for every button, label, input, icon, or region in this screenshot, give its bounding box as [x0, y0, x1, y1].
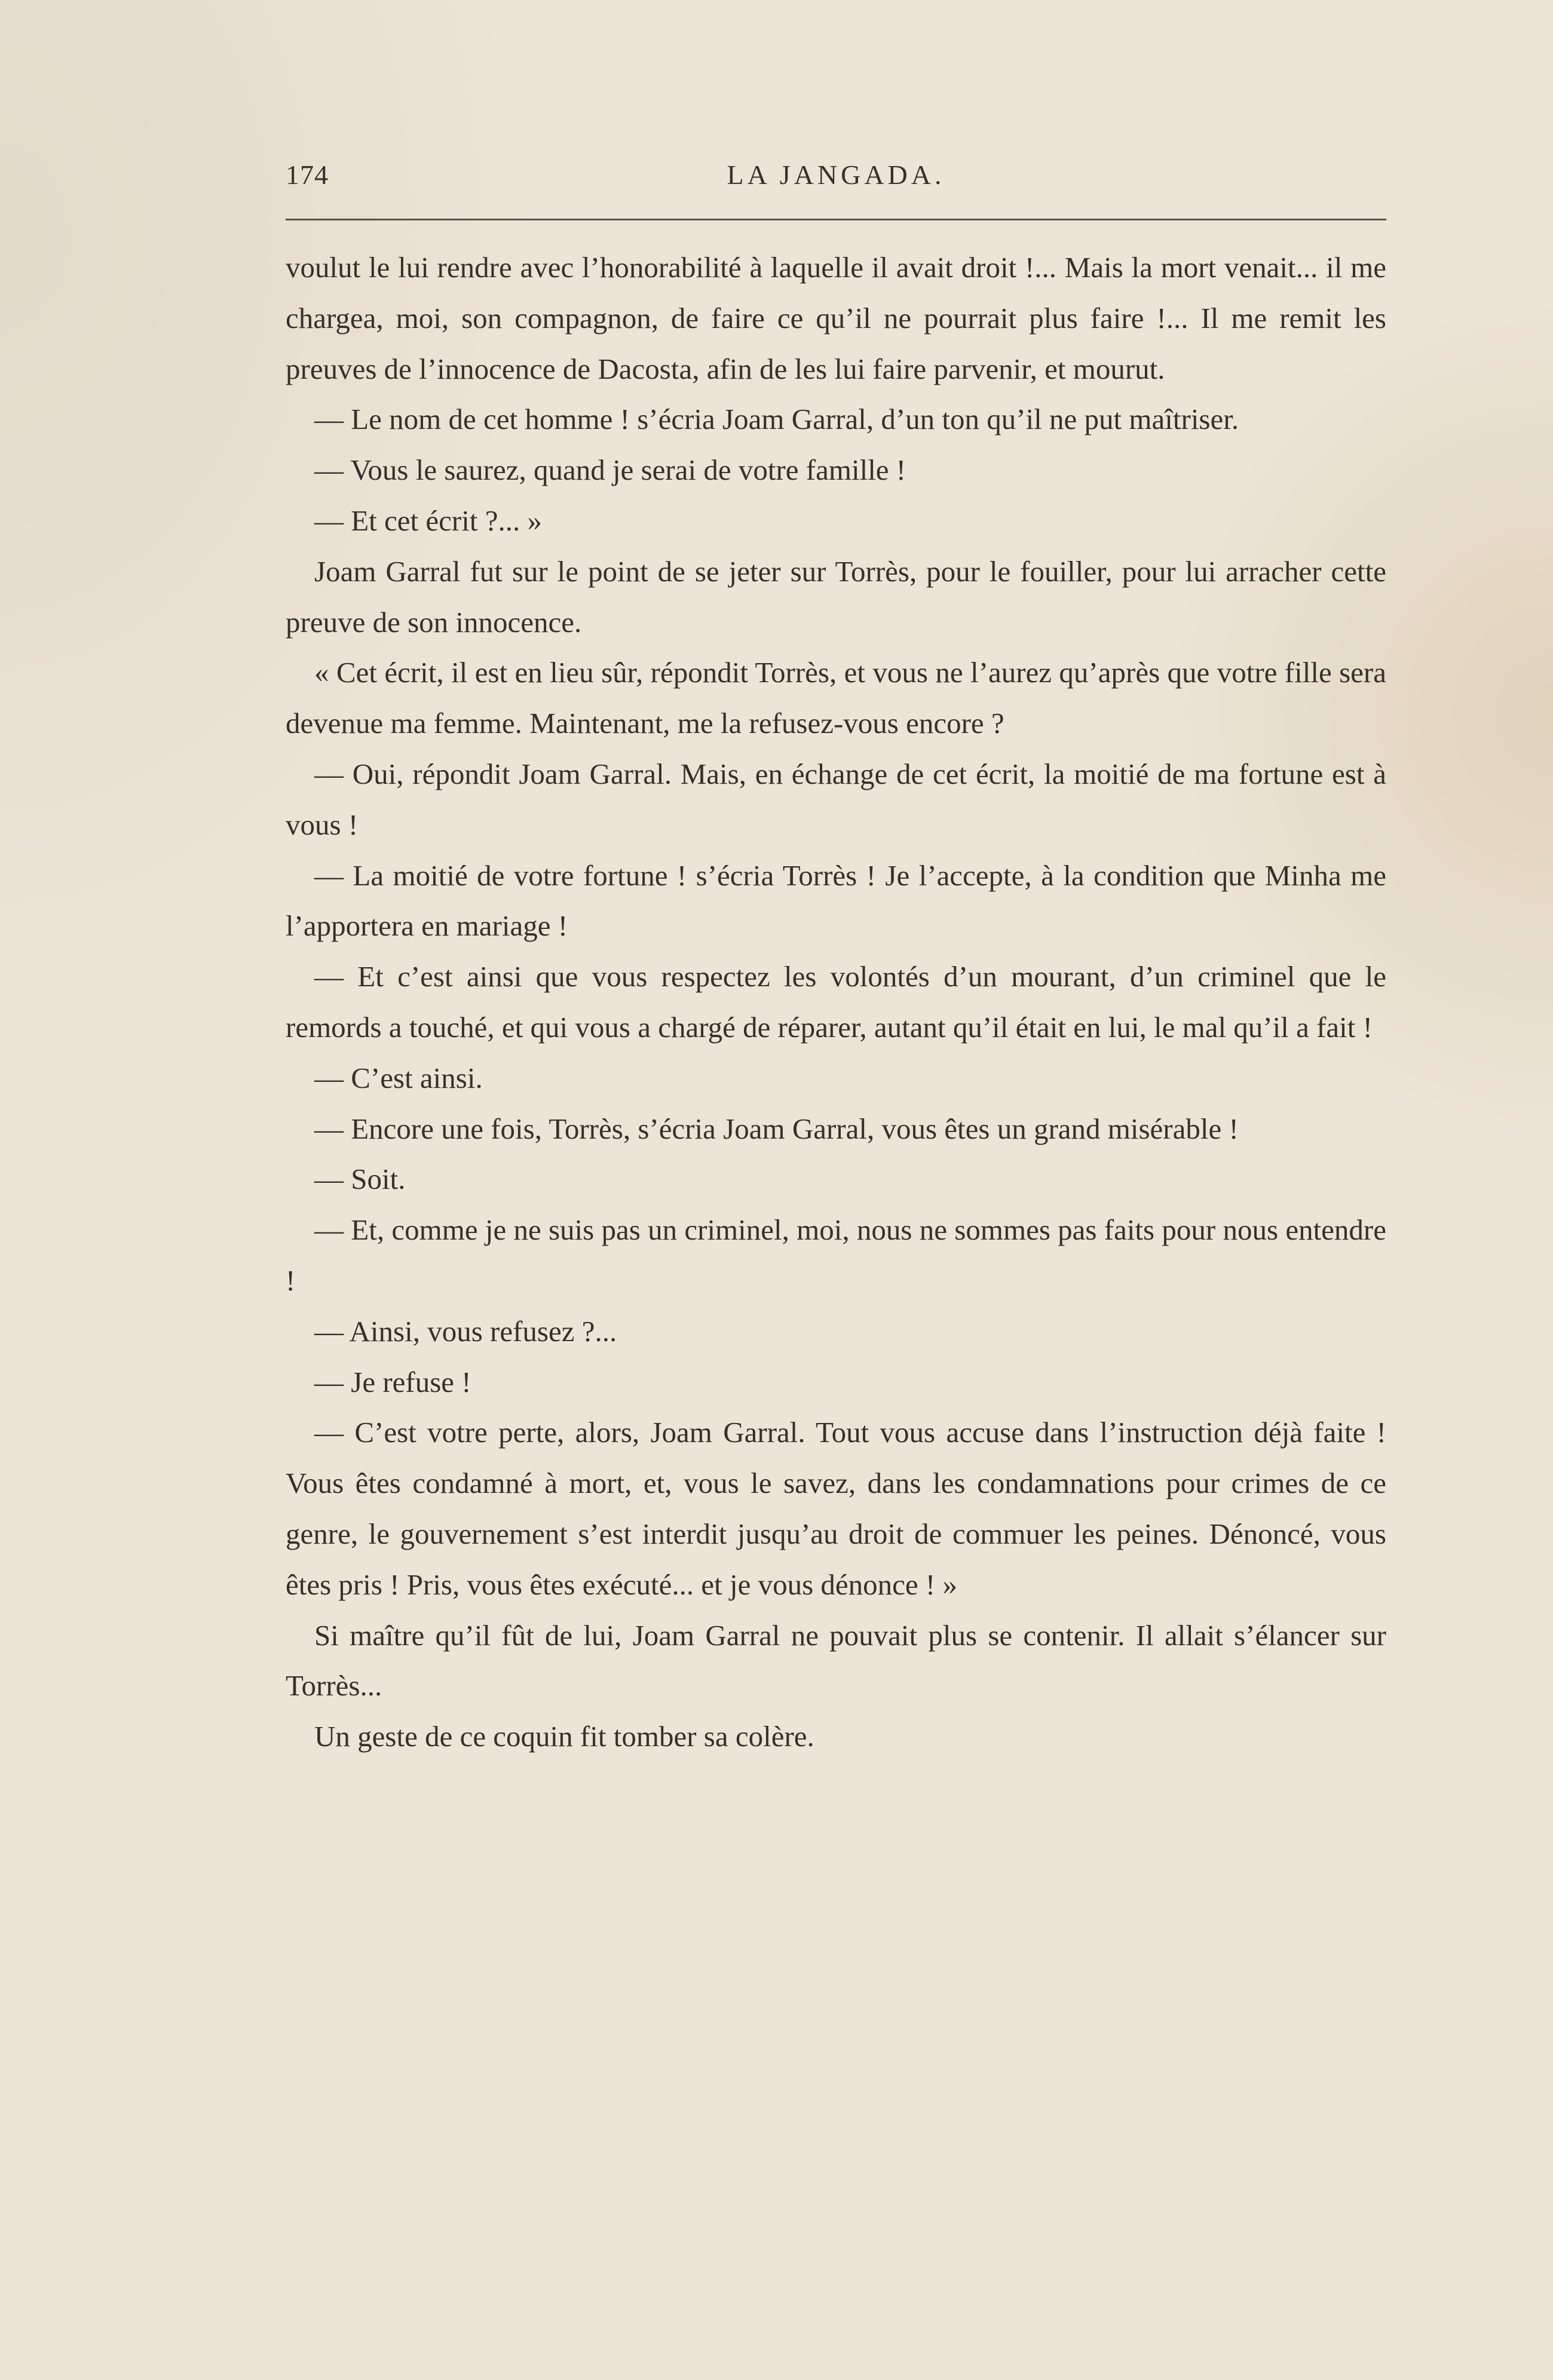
page-number: 174 [286, 160, 329, 190]
paragraph: « Cet écrit, il est en lieu sûr, répondit Torrès, et vous ne l’aurez qu’après que votre fille sera devenue ma femme. Maintenant, me la refusez-vous encore ? [286, 656, 1386, 740]
paragraph: voulut le lui rendre avec l’honorabilité à laquelle il avait droit !... Mais la mort venait... il me chargea, moi, son compagnon, de faire ce qu’il ne pourrait plus faire !... Il me remit les preuves de l’innocence de Dacosta, afin de les lui faire parvenir, et mourut. [286, 251, 1386, 385]
paragraph: — La moitié de votre fortune ! s’écria Torrès ! Je l’accepte, à la condition que Minha me l’apportera en mariage ! [286, 858, 1386, 943]
paragraph: — Et, comme je ne suis pas un criminel, moi, nous ne sommes pas faits pour nous entendre ! [286, 1213, 1386, 1297]
body-text [286, 243, 1386, 1762]
running-title: LA JANGADA. [727, 160, 945, 190]
paragraph: — C’est ainsi. [314, 1061, 483, 1094]
paragraph: — Encore une fois, Torrès, s’écria Joam Garral, vous êtes un grand misérable ! [314, 1112, 1239, 1145]
running-head [286, 154, 1386, 196]
paragraph: — Je refuse ! [314, 1365, 471, 1398]
paragraph: Joam Garral fut sur le point de se jeter sur Torrès, pour le fouiller, pour lui arracher cette preuve de son innocence. [286, 554, 1386, 639]
paragraph: Si maître qu’il fût de lui, Joam Garral ne pouvait plus se contenir. Il allait s’élancer sur Torrès... [286, 1618, 1386, 1703]
paragraph: — Et c’est ainsi que vous respectez les volontés d’un mourant, d’un criminel que le remords a touché, et qui vous a chargé de réparer, autant qu’il était en lui, le mal qu’il a fait ! [286, 960, 1386, 1044]
paragraph: — Le nom de cet homme ! s’écria Joam Garral, d’un ton qu’il ne put maîtriser. [314, 403, 1239, 436]
paragraph: — Soit. [314, 1163, 406, 1196]
paragraph: — Et cet écrit ?... » [314, 504, 542, 537]
paragraph: — Vous le saurez, quand je serai de votre famille ! [314, 453, 906, 487]
paragraph: Un geste de ce coquin fit tomber sa colère. [314, 1720, 814, 1753]
header-rule [286, 219, 1386, 220]
paragraph: — Ainsi, vous refusez ?... [314, 1314, 617, 1348]
paragraph: — Oui, répondit Joam Garral. Mais, en échange de cet écrit, la moitié de ma fortune est à vous ! [286, 757, 1386, 841]
paragraph: — C’est votre perte, alors, Joam Garral. Tout vous accuse dans l’instruction déjà faite ! Vous êtes condamné à mort, et, vous le savez, dans les condamnations pour crimes de ce genre, le gouvernement s’est interdit jusqu’au droit de commuer les peines. Dénoncé, vous êtes pris ! Pris, vous êtes exécuté... et je vous dénonce ! » [286, 1416, 1386, 1601]
